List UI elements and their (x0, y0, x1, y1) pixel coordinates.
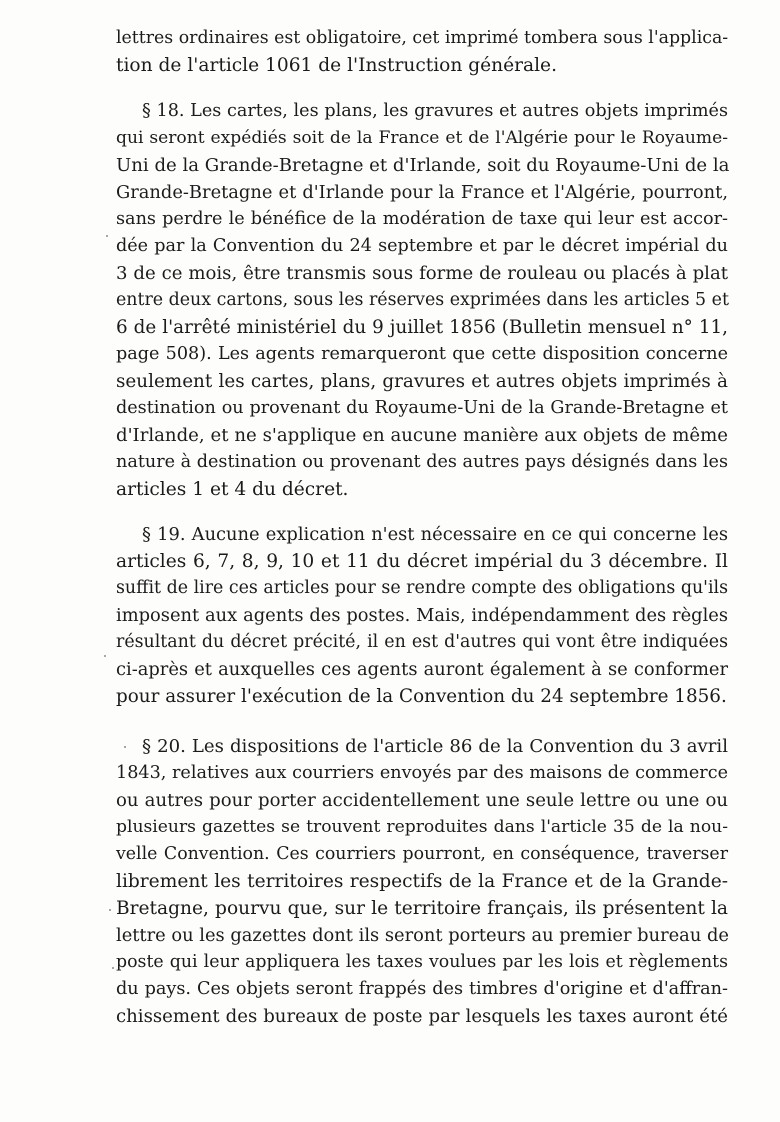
text-line: chissement des bureaux de poste par lesquels les taxes auront été (116, 1006, 728, 1027)
text-line: articles 6, 7, 8, 9, 10 et 11 du décret impérial du 3 décembre. Il (116, 551, 728, 572)
text-line: nature à destination ou provenant des autres pays désignés dans les (116, 452, 728, 472)
text-line: 3 de ce mois, être transmis sous forme de rouleau ou placés à plat (116, 263, 728, 284)
text-line: suffit de lire ces articles pour se rendre compte des obligations qu'ils (116, 578, 728, 598)
text-line: plusieurs gazettes se trouvent reproduites dans l'article 35 de la nou- (116, 817, 728, 837)
text-line: dée par la Convention du 24 septembre et par le décret impérial du (116, 236, 728, 256)
text-line: imposent aux agents des postes. Mais, indépendamment des règles (116, 605, 728, 626)
text-line: 6 de l'arrêté ministériel du 9 juillet 1856 (Bulletin mensuel n° 11, (116, 317, 728, 338)
text-line: articles 1 et 4 du décret. (116, 479, 349, 500)
text-line: poste qui leur appliquera les taxes voulues par les lois et règlements (116, 952, 728, 972)
text-line: velle Convention. Ces courriers pourront, en conséquence, traverser (116, 844, 728, 864)
text-line: ci-après et auxquelles ces agents auront également à se conformer (116, 659, 728, 680)
paragraph-section-19 (116, 521, 728, 710)
paragraph-intro (116, 25, 728, 79)
section-heading-line: § 20. Les dispositions de l'article 86 de la Convention du 3 avril (142, 736, 728, 757)
text-line: lettres ordinaires est obligatoire, cet imprimé tombera sous l'applica- (116, 28, 729, 48)
text-line: seulement les cartes, plans, gravures et autres objets imprimés à (116, 371, 728, 392)
section-heading-line: § 18. Les cartes, les plans, les gravures et autres objets imprimés (142, 101, 728, 121)
text-line: Grande-Bretagne et d'Irlande pour la France et l'Algérie, pourront, (116, 182, 728, 203)
scan-speck (112, 967, 114, 969)
text-line: Bretagne, pourvu que, sur le territoire français, ils présentent la (116, 898, 728, 919)
paragraph-section-20 (116, 733, 728, 1030)
text-line: du pays. Ces objets seront frappés des timbres d'origine et d'affran- (116, 979, 728, 999)
text-line: qui seront expédiés soit de la France et de l'Algérie pour le Royaume- (116, 128, 728, 148)
text-line: résultant du décret précité, il en est d'autres qui vont être indiquées (116, 632, 728, 652)
text-line: ou autres pour porter accidentellement une seule lettre ou une ou (116, 790, 728, 811)
section-heading-line: § 19. Aucune explication n'est nécessaire en ce qui concerne les (142, 524, 728, 545)
text-line: d'Irlande, et ne s'applique en aucune manière aux objets de même (116, 425, 728, 446)
text-line: Uni de la Grande-Bretagne et d'Irlande, soit du Royaume-Uni de la (116, 155, 730, 176)
scan-speck (104, 655, 106, 657)
text-line: page 508). Les agents remarqueront que cette disposition concerne (116, 344, 728, 364)
text-line: tion de l'article 1061 de l'Instruction générale. (116, 55, 557, 76)
text-line: sans perdre le bénéfice de la modération de taxe qui leur est accor- (116, 209, 728, 229)
scan-speck (124, 746, 126, 748)
text-line: lettre ou les gazettes dont ils seront porteurs au premier bureau de (116, 925, 729, 946)
text-line: destination ou provenant du Royaume-Uni de la Grande-Bretagne et (116, 398, 728, 418)
text-line: entre deux cartons, sous les réserves exprimées dans les articles 5 et (116, 290, 729, 310)
text-line: pour assurer l'exécution de la Convention du 24 septembre 1856. (116, 686, 727, 707)
scan-speck (106, 235, 108, 237)
scan-speck (109, 909, 111, 911)
text-line: 1843, relatives aux courriers envoyés par des maisons de commerce (116, 763, 728, 783)
text-line: librement les territoires respectifs de la France et de la Grande- (116, 871, 728, 892)
paragraph-section-18 (116, 98, 728, 503)
